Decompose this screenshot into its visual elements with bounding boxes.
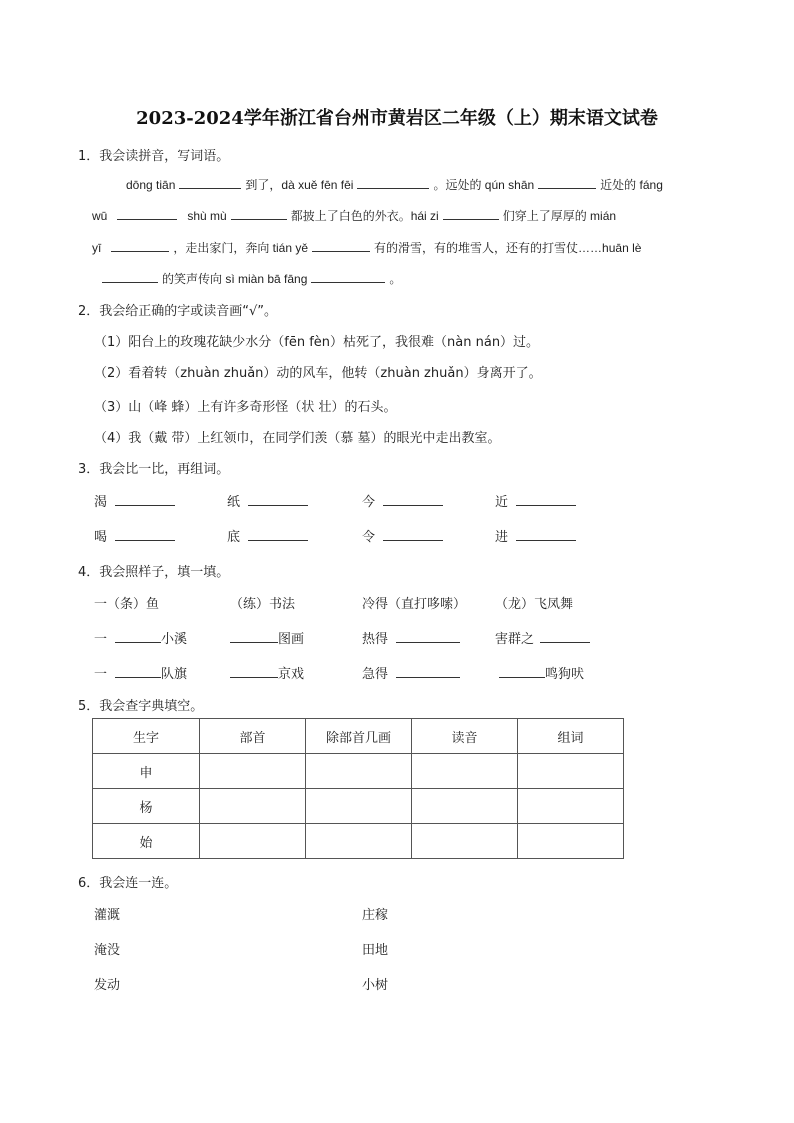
q3-item [94, 491, 179, 510]
char: 纸 [227, 495, 241, 510]
q3-item [362, 526, 447, 545]
answer-cell[interactable] [200, 824, 306, 859]
char: 进 [495, 530, 509, 545]
table-header-row [93, 719, 624, 754]
column-header: 读音 [412, 719, 518, 754]
text: 图画 [278, 632, 305, 647]
answer-blank[interactable] [312, 250, 370, 252]
match-left-item[interactable]: 灌溉 [94, 908, 121, 923]
text: 。 [389, 272, 402, 286]
q4-item [94, 663, 187, 682]
answer-blank[interactable] [230, 641, 278, 643]
q1-line-4 [92, 270, 401, 287]
answer-blank[interactable] [516, 539, 576, 541]
answer-blank[interactable] [538, 187, 596, 189]
q3-item [94, 526, 179, 545]
answer-blank[interactable] [102, 281, 158, 283]
text: 近处的 fáng [600, 178, 663, 192]
q4-item [226, 628, 304, 647]
q2-item-1: （1）阳台上的玫瑰花缺少水分（fēn fèn）枯死了，我很难（nàn nán）过。 [94, 335, 540, 350]
text: 京戏 [278, 667, 305, 682]
answer-cell[interactable] [306, 824, 412, 859]
char: 今 [362, 495, 376, 510]
text: 。远处的 qún shān [433, 178, 535, 192]
answer-blank[interactable] [357, 187, 429, 189]
answer-blank[interactable] [540, 641, 590, 643]
char: 令 [362, 530, 376, 545]
q4-example: （练）书法 [230, 597, 296, 612]
q4-item [226, 663, 304, 682]
q2-item-3: （3）山（峰 蜂）上有许多奇形怪（状 壮）的石头。 [94, 400, 397, 415]
text: 队旗 [161, 667, 188, 682]
q3-item [495, 526, 580, 545]
char: 喝 [94, 530, 108, 545]
text: 有的滑雪，有的堆雪人，还有的打雪仗……huān lè [374, 241, 642, 255]
answer-cell[interactable] [518, 824, 624, 859]
answer-cell[interactable] [412, 754, 518, 789]
char: 渴 [94, 495, 108, 510]
match-left-item[interactable]: 淹没 [94, 943, 121, 958]
text: ，走出家门，奔向 tián yě [173, 241, 309, 255]
q3-heading: 3．我会比一比，再组词。 [78, 462, 230, 477]
answer-blank[interactable] [115, 676, 161, 678]
column-header: 生字 [93, 719, 200, 754]
answer-blank[interactable] [117, 218, 177, 220]
answer-cell[interactable] [518, 789, 624, 824]
q4-item [362, 663, 464, 682]
text: 的笑声传向 sì miàn bā fāng [162, 272, 308, 286]
q4-item [495, 628, 594, 647]
table-row [93, 789, 624, 824]
match-right-item[interactable]: 小树 [362, 978, 389, 993]
q4-example: 冷得（直打哆嗦） [362, 597, 467, 612]
q3-item [362, 491, 447, 510]
match-right-item[interactable]: 田地 [362, 943, 389, 958]
answer-blank[interactable] [248, 539, 308, 541]
answer-blank[interactable] [516, 504, 576, 506]
char: 近 [495, 495, 509, 510]
text: 小溪 [161, 632, 188, 647]
answer-cell[interactable] [412, 824, 518, 859]
dictionary-table [92, 718, 624, 859]
q5-heading: 5．我会查字典填空。 [78, 699, 204, 714]
answer-blank[interactable] [115, 539, 175, 541]
answer-blank[interactable] [248, 504, 308, 506]
answer-blank[interactable] [231, 218, 287, 220]
text: 害群之 [495, 632, 535, 647]
q4-item [495, 663, 584, 682]
char: 底 [227, 530, 241, 545]
answer-cell[interactable] [518, 754, 624, 789]
q3-item [227, 526, 312, 545]
answer-blank[interactable] [499, 676, 545, 678]
match-right-item[interactable]: 庄稼 [362, 908, 389, 923]
answer-blank[interactable] [396, 641, 460, 643]
q4-item [362, 628, 464, 647]
column-header: 组词 [518, 719, 624, 754]
match-left-item[interactable]: 发动 [94, 978, 121, 993]
text: 到了，dà xuě fēn fēi [245, 178, 354, 192]
answer-blank[interactable] [230, 676, 278, 678]
answer-cell[interactable] [306, 789, 412, 824]
answer-blank[interactable] [111, 250, 169, 252]
page-title: 2023-2024学年浙江省台州市黄岩区二年级（上）期末语文试卷 [136, 108, 658, 129]
text: 热得 [362, 632, 389, 647]
table-row [93, 824, 624, 859]
q6-heading: 6．我会连一连。 [78, 876, 178, 891]
answer-blank[interactable] [383, 504, 443, 506]
char-cell: 杨 [93, 789, 200, 824]
column-header: 除部首几画 [306, 719, 412, 754]
answer-cell[interactable] [306, 754, 412, 789]
q4-example: 一（条）鱼 [94, 597, 160, 612]
text: 一 [94, 667, 108, 682]
answer-blank[interactable] [396, 676, 460, 678]
q2-item-4: （4）我（戴 带）上红领巾，在同学们羡（慕 墓）的眼光中走出教室。 [94, 431, 501, 446]
table-row [93, 754, 624, 789]
text: 一 [94, 632, 108, 647]
pinyin: wū [92, 209, 108, 223]
answer-blank[interactable] [115, 504, 175, 506]
q1-line-1 [126, 176, 663, 193]
q1-line-3 [92, 239, 641, 256]
answer-cell[interactable] [200, 754, 306, 789]
pinyin: yī [92, 241, 102, 255]
text: 鸣狗吠 [545, 667, 585, 682]
pinyin: dōng tiān [126, 178, 176, 192]
q4-heading: 4．我会照样子，填一填。 [78, 565, 230, 580]
text: 都披上了白色的外衣。hái zi [290, 209, 439, 223]
answer-blank[interactable] [311, 281, 385, 283]
q4-item [94, 628, 187, 647]
answer-blank[interactable] [443, 218, 499, 220]
q1-heading: 1．我会读拼音，写词语。 [78, 149, 230, 164]
answer-blank[interactable] [115, 641, 161, 643]
q2-item-2: （2）看着转（zhuàn zhuǎn）动的风车，他转（zhuàn zhuǎn）身离开了。 [94, 366, 542, 381]
answer-blank[interactable] [179, 187, 241, 189]
char-cell: 申 [93, 754, 200, 789]
q3-item [227, 491, 312, 510]
char-cell: 始 [93, 824, 200, 859]
q1-line-2 [92, 207, 616, 224]
answer-blank[interactable] [383, 539, 443, 541]
answer-cell[interactable] [412, 789, 518, 824]
answer-cell[interactable] [200, 789, 306, 824]
text: 们穿上了厚厚的 mián [502, 209, 617, 223]
text: 急得 [362, 667, 389, 682]
q2-heading: 2．我会给正确的字或读音画“√”。 [78, 304, 278, 319]
pinyin: shù mù [187, 209, 227, 223]
q3-item [495, 491, 580, 510]
q4-example: （龙）飞凤舞 [495, 597, 574, 612]
column-header: 部首 [200, 719, 306, 754]
